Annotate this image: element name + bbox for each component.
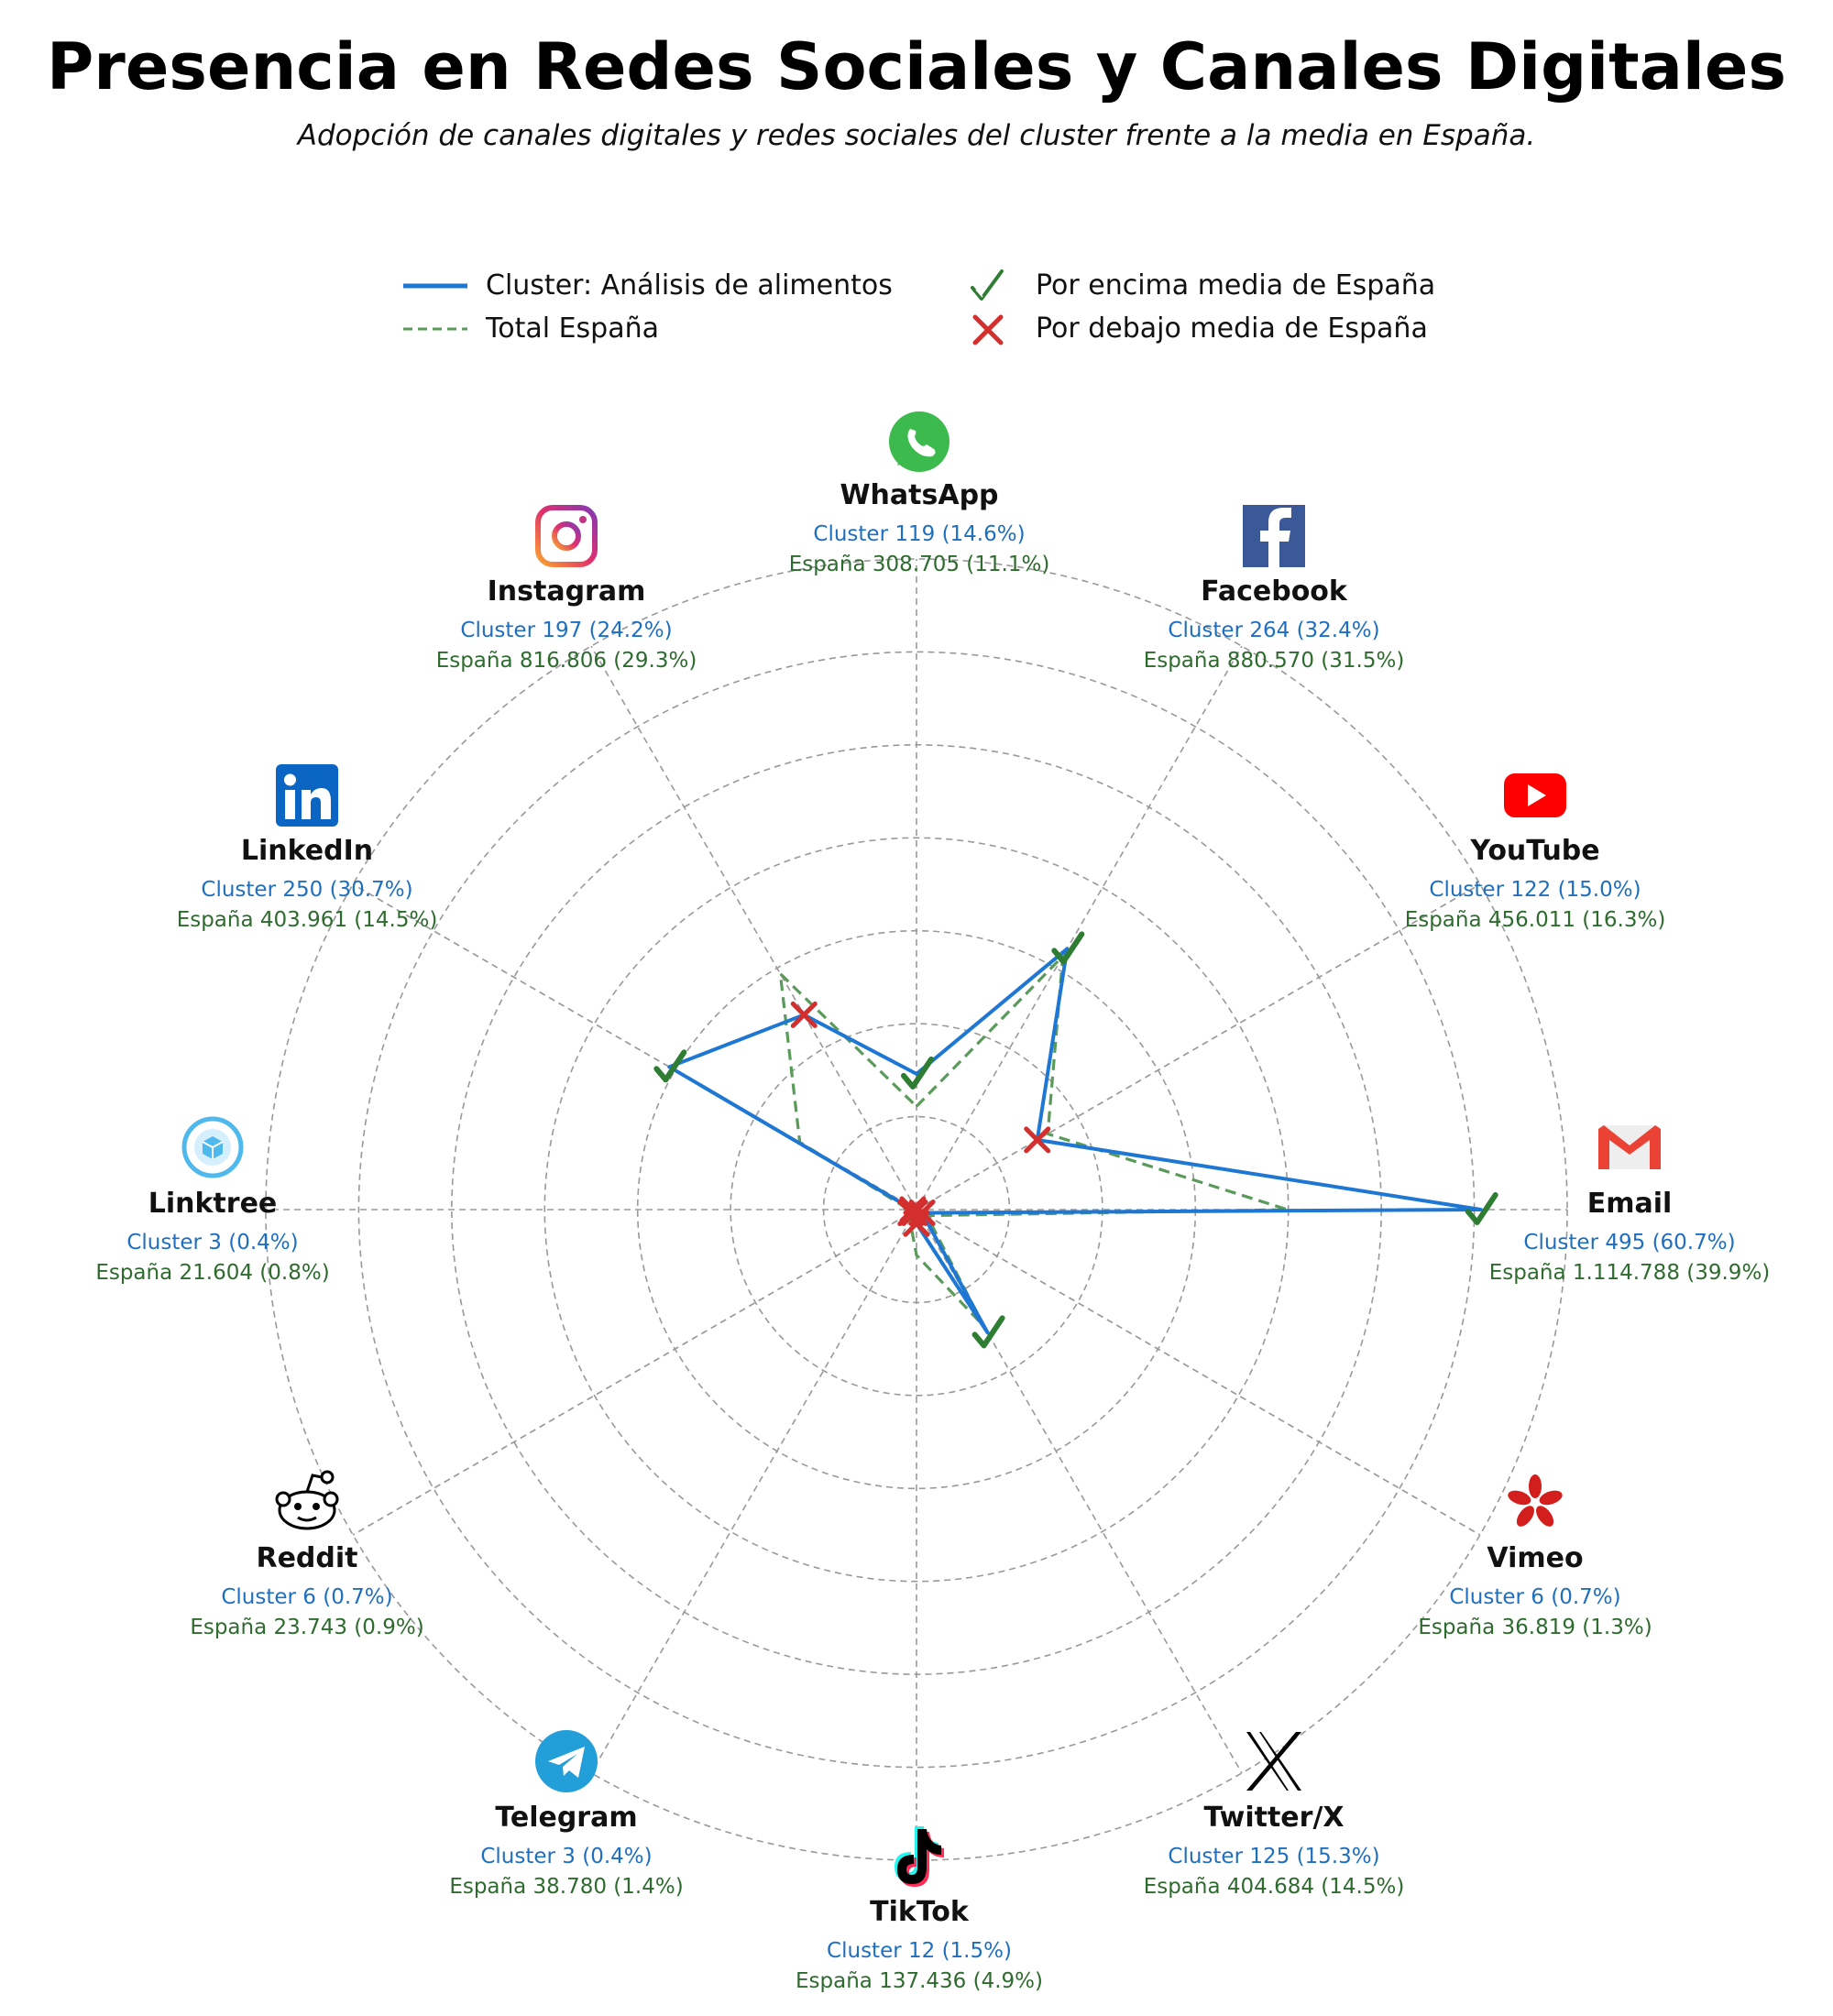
label-cluster-email: Cluster 495 (60.7%) [1523, 1231, 1736, 1255]
label-cluster-vimeo: Cluster 6 (0.7%) [1449, 1585, 1621, 1609]
grid-spoke [916, 1210, 1480, 1535]
label-spain-youtube: España 456.011 (16.3%) [1404, 908, 1666, 932]
radar-markers [656, 934, 1495, 1345]
grid-spoke [591, 1210, 916, 1773]
linkedin-icon [276, 764, 338, 827]
label-cluster-telegram: Cluster 3 (0.4%) [480, 1845, 653, 1868]
radar-series [669, 948, 1480, 1332]
youtube-icon [1504, 773, 1566, 817]
chart-subtitle: Adopción de canales digitales y redes sociales del cluster frente a la media en España. [297, 119, 1536, 152]
label-name-linkedin: LinkedIn [240, 835, 374, 867]
label-cluster-whatsapp: Cluster 119 (14.6%) [813, 522, 1026, 546]
label-name-youtube: YouTube [1470, 835, 1600, 867]
label-cluster-instagram: Cluster 197 (24.2%) [460, 619, 673, 642]
label-name-facebook: Facebook [1201, 575, 1347, 608]
facebook-icon [1243, 505, 1305, 567]
label-name-tiktok: TikTok [870, 1896, 969, 1928]
marker-below-instagram [793, 1003, 815, 1025]
label-name-whatsapp: WhatsApp [840, 479, 999, 511]
linktree-icon [184, 1119, 241, 1176]
label-spain-whatsapp: España 308.705 (11.1%) [788, 553, 1050, 576]
telegram-icon [535, 1730, 598, 1792]
label-name-twitterx: Twitter/X [1203, 1802, 1345, 1834]
label-spain-email: España 1.114.788 (39.9%) [1488, 1261, 1771, 1285]
label-spain-facebook: España 880.570 (31.5%) [1143, 649, 1405, 673]
gmail-icon [1598, 1125, 1661, 1169]
whatsapp-icon [889, 411, 949, 472]
label-spain-telegram: España 38.780 (1.4%) [449, 1875, 684, 1899]
label-spain-reddit: España 23.743 (0.9%) [190, 1616, 424, 1639]
tiktok-icon [895, 1826, 944, 1887]
label-spain-vimeo: España 36.819 (1.3%) [1418, 1616, 1652, 1639]
label-cluster-tiktok: Cluster 12 (1.5%) [827, 1939, 1012, 1963]
vimeo-icon [1506, 1474, 1564, 1529]
label-spain-linkedin: España 403.961 (14.5%) [176, 908, 438, 932]
instagram-icon [538, 508, 595, 564]
label-cluster-twitterx: Cluster 125 (15.3%) [1168, 1845, 1380, 1868]
label-cluster-facebook: Cluster 264 (32.4%) [1168, 619, 1380, 642]
reddit-icon [277, 1472, 337, 1528]
legend-above-label: Por encima media de España [1036, 269, 1436, 301]
label-cluster-youtube: Cluster 122 (15.0%) [1429, 878, 1641, 902]
label-name-telegram: Telegram [495, 1802, 638, 1834]
label-name-vimeo: Vimeo [1487, 1542, 1584, 1574]
grid-spoke [591, 646, 916, 1210]
label-spain-linktree: España 21.604 (0.8%) [95, 1261, 330, 1285]
label-cluster-linkedin: Cluster 250 (30.7%) [201, 878, 413, 902]
chart-title: Presencia en Redes Sociales y Canales Digitales [47, 29, 1786, 104]
label-spain-instagram: España 816.806 (29.3%) [435, 649, 697, 673]
label-cluster-reddit: Cluster 6 (0.7%) [221, 1585, 393, 1609]
legend-cluster-label: Cluster: Análisis de alimentos [486, 269, 893, 301]
grid-spoke [916, 884, 1480, 1210]
label-name-email: Email [1586, 1188, 1673, 1220]
label-name-instagram: Instagram [487, 575, 646, 608]
label-spain-tiktok: España 137.436 (4.9%) [796, 1969, 1043, 1993]
grid-spoke [353, 1210, 916, 1535]
x-icon [1246, 1732, 1301, 1791]
legend-spain-label: Total España [486, 312, 660, 345]
label-name-reddit: Reddit [256, 1542, 358, 1574]
grid-spoke [916, 646, 1242, 1210]
label-spain-twitterx: España 404.684 (14.5%) [1143, 1875, 1405, 1899]
label-cluster-linktree: Cluster 3 (0.4%) [126, 1231, 299, 1255]
legend-below-label: Por debajo media de España [1036, 312, 1428, 345]
label-name-linktree: Linktree [148, 1188, 278, 1220]
cluster-series-line [669, 948, 1480, 1332]
